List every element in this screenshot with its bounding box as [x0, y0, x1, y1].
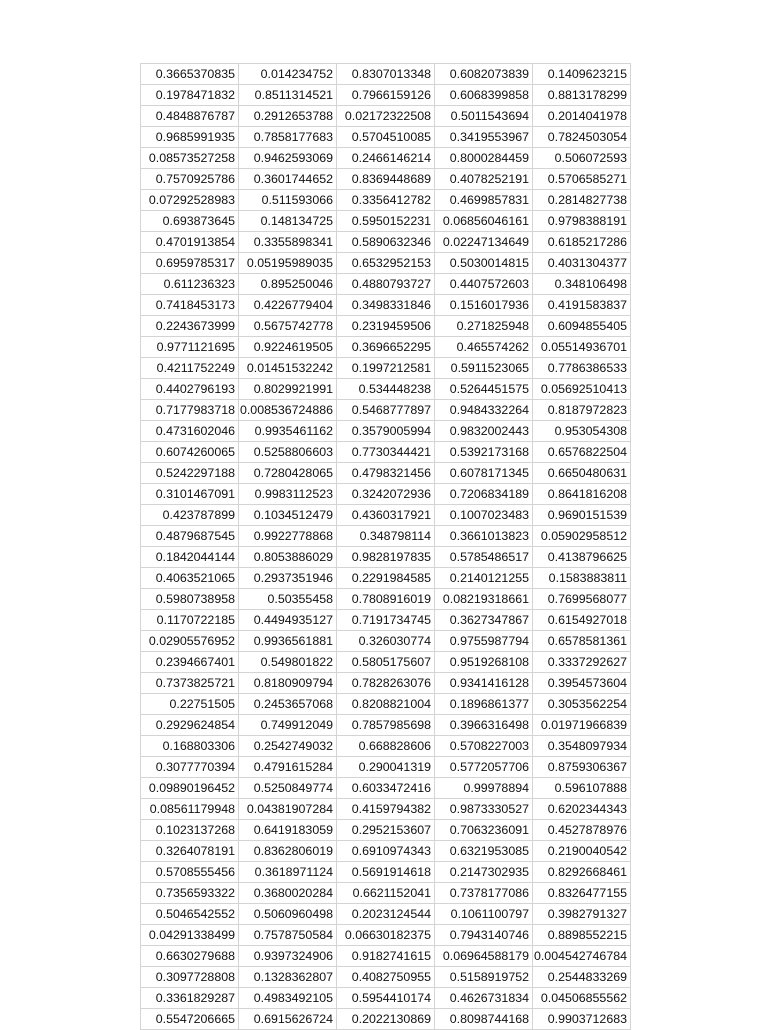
table-cell: 0.5547206665 [141, 1009, 239, 1030]
table-cell: 0.3548097934 [533, 736, 631, 757]
table-cell: 0.014234752 [239, 64, 337, 85]
table-cell: 0.8187972823 [533, 400, 631, 421]
table-cell: 0.1997212581 [337, 358, 435, 379]
table-cell: 0.05514936701 [533, 337, 631, 358]
table-cell: 0.3618971124 [239, 862, 337, 883]
table-cell: 0.8307013348 [337, 64, 435, 85]
table-cell: 0.4701913854 [141, 232, 239, 253]
table-cell: 0.2022130869 [337, 1009, 435, 1030]
table-cell: 0.4082750955 [337, 967, 435, 988]
table-cell: 0.4078252191 [435, 169, 533, 190]
table-row [141, 988, 631, 1009]
table-cell: 0.9685991935 [141, 127, 239, 148]
table-cell: 0.5046542552 [141, 904, 239, 925]
table-cell: 0.9690151539 [533, 505, 631, 526]
data-table [140, 63, 631, 1030]
table-cell: 0.5158919752 [435, 967, 533, 988]
table-row [141, 904, 631, 925]
table-cell: 0.2023124544 [337, 904, 435, 925]
table-cell: 0.8326477155 [533, 883, 631, 904]
table-cell: 0.9903712683 [533, 1009, 631, 1030]
table-cell: 0.2394667401 [141, 652, 239, 673]
table-cell: 0.06630182375 [337, 925, 435, 946]
table-cell: 0.6621152041 [337, 883, 435, 904]
table-cell: 0.3077770394 [141, 757, 239, 778]
table-cell: 0.9484332264 [435, 400, 533, 421]
table-cell: 0.3337292627 [533, 652, 631, 673]
table-cell: 0.5691914618 [337, 862, 435, 883]
table-cell: 0.549801822 [239, 652, 337, 673]
table-cell: 0.693873645 [141, 211, 239, 232]
table-cell: 0.5060960498 [239, 904, 337, 925]
table-row [141, 169, 631, 190]
table-cell: 0.534448238 [337, 379, 435, 400]
table-row [141, 190, 631, 211]
table-cell: 0.2912653788 [239, 106, 337, 127]
table-cell: 0.5708555456 [141, 862, 239, 883]
table-row [141, 778, 631, 799]
table-cell: 0.506072593 [533, 148, 631, 169]
table-cell: 0.3355898341 [239, 232, 337, 253]
table-cell: 0.9935461162 [239, 421, 337, 442]
table-cell: 0.749912049 [239, 715, 337, 736]
table-cell: 0.8053886029 [239, 547, 337, 568]
table-cell: 0.3264078191 [141, 841, 239, 862]
table-cell: 0.7808916019 [337, 589, 435, 610]
table-row [141, 148, 631, 169]
table-cell: 0.6915626724 [239, 1009, 337, 1030]
table-cell: 0.4626731834 [435, 988, 533, 1009]
table-cell: 0.3661013823 [435, 526, 533, 547]
table-row [141, 568, 631, 589]
table-cell: 0.02905576952 [141, 631, 239, 652]
table-cell: 0.6033472416 [337, 778, 435, 799]
table-cell: 0.1516017936 [435, 295, 533, 316]
table-cell: 0.1842044144 [141, 547, 239, 568]
table-cell: 0.4879687545 [141, 526, 239, 547]
table-cell: 0.04506855562 [533, 988, 631, 1009]
table-cell: 0.2014041978 [533, 106, 631, 127]
table-cell: 0.8029921991 [239, 379, 337, 400]
table-cell: 0.5950152231 [337, 211, 435, 232]
table-cell: 0.6082073839 [435, 64, 533, 85]
table-row [141, 442, 631, 463]
table-row [141, 337, 631, 358]
table-cell: 0.7943140746 [435, 925, 533, 946]
table-cell: 0.611236323 [141, 274, 239, 295]
table-cell: 0.8000284459 [435, 148, 533, 169]
table-cell: 0.5704510085 [337, 127, 435, 148]
table-cell: 0.596107888 [533, 778, 631, 799]
table-cell: 0.5708227003 [435, 736, 533, 757]
table-cell: 0.3954573604 [533, 673, 631, 694]
table-row [141, 400, 631, 421]
table-cell: 0.50355458 [239, 589, 337, 610]
table-cell: 0.2190040542 [533, 841, 631, 862]
table-cell: 0.348106498 [533, 274, 631, 295]
table-cell: 0.4226779404 [239, 295, 337, 316]
table-row [141, 715, 631, 736]
table-cell: 0.6532952153 [337, 253, 435, 274]
table-cell: 0.6910974343 [337, 841, 435, 862]
table-cell: 0.7786386533 [533, 358, 631, 379]
table-cell: 0.7356593322 [141, 883, 239, 904]
table-cell: 0.6185217286 [533, 232, 631, 253]
table-cell: 0.5030014815 [435, 253, 533, 274]
table-cell: 0.09890196452 [141, 778, 239, 799]
table-cell: 0.423787899 [141, 505, 239, 526]
table-cell: 0.348798114 [337, 526, 435, 547]
table-cell: 0.05195989035 [239, 253, 337, 274]
table-cell: 0.1170722185 [141, 610, 239, 631]
table-cell: 0.5264451575 [435, 379, 533, 400]
table-row [141, 946, 631, 967]
table-cell: 0.8098744168 [435, 1009, 533, 1030]
table-row [141, 463, 631, 484]
table-cell: 0.8813178299 [533, 85, 631, 106]
table-cell: 0.3097728808 [141, 967, 239, 988]
table-cell: 0.2814827738 [533, 190, 631, 211]
table-row [141, 610, 631, 631]
table-cell: 0.8511314521 [239, 85, 337, 106]
table-cell: 0.3680020284 [239, 883, 337, 904]
table-cell: 0.7966159126 [337, 85, 435, 106]
table-cell: 0.9936561881 [239, 631, 337, 652]
table-cell: 0.1583883811 [533, 568, 631, 589]
table-cell: 0.02247134649 [435, 232, 533, 253]
table-cell: 0.3696652295 [337, 337, 435, 358]
table-cell: 0.6094855405 [533, 316, 631, 337]
table-row [141, 232, 631, 253]
table-cell: 0.3419553967 [435, 127, 533, 148]
table-cell: 0.5805175607 [337, 652, 435, 673]
table-row [141, 841, 631, 862]
table-row [141, 484, 631, 505]
table-cell: 0.9519268108 [435, 652, 533, 673]
table-cell: 0.8641816208 [533, 484, 631, 505]
table-cell: 0.1034512479 [239, 505, 337, 526]
table-cell: 0.7570925786 [141, 169, 239, 190]
table-cell: 0.6154927018 [533, 610, 631, 631]
table-row [141, 652, 631, 673]
table-cell: 0.4791615284 [239, 757, 337, 778]
table-cell: 0.7730344421 [337, 442, 435, 463]
table-cell: 0.4407572603 [435, 274, 533, 295]
table-row [141, 547, 631, 568]
table-cell: 0.4731602046 [141, 421, 239, 442]
table-cell: 0.7418453173 [141, 295, 239, 316]
table-cell: 0.22751505 [141, 694, 239, 715]
table-cell: 0.08573527258 [141, 148, 239, 169]
table-cell: 0.4402796193 [141, 379, 239, 400]
table-row [141, 274, 631, 295]
table-cell: 0.5980738958 [141, 589, 239, 610]
table-cell: 0.7857985698 [337, 715, 435, 736]
table-cell: 0.6068399858 [435, 85, 533, 106]
table-cell: 0.4360317921 [337, 505, 435, 526]
table-cell: 0.9397324906 [239, 946, 337, 967]
table-cell: 0.148134725 [239, 211, 337, 232]
table-cell: 0.6078171345 [435, 463, 533, 484]
table-cell: 0.2319459506 [337, 316, 435, 337]
table-row [141, 799, 631, 820]
table-cell: 0.9828197835 [337, 547, 435, 568]
table-cell: 0.05692510413 [533, 379, 631, 400]
table-cell: 0.9224619505 [239, 337, 337, 358]
table-cell: 0.02172322508 [337, 106, 435, 127]
table-cell: 0.5911523065 [435, 358, 533, 379]
table-cell: 0.9922778868 [239, 526, 337, 547]
table-cell: 0.05902958512 [533, 526, 631, 547]
table-cell: 0.4527878976 [533, 820, 631, 841]
table-cell: 0.7177983718 [141, 400, 239, 421]
table-cell: 0.7378177086 [435, 883, 533, 904]
table-cell: 0.5785486517 [435, 547, 533, 568]
table-row [141, 862, 631, 883]
table-cell: 0.5772057706 [435, 757, 533, 778]
table-cell: 0.4159794382 [337, 799, 435, 820]
table-cell: 0.4798321456 [337, 463, 435, 484]
table-cell: 0.168803306 [141, 736, 239, 757]
table-cell: 0.7063236091 [435, 820, 533, 841]
table-cell: 0.8292668461 [533, 862, 631, 883]
table-row [141, 883, 631, 904]
table-cell: 0.08219318661 [435, 589, 533, 610]
table-cell: 0.01971966839 [533, 715, 631, 736]
table-cell: 0.2147302935 [435, 862, 533, 883]
table-cell: 0.9182741615 [337, 946, 435, 967]
table-row [141, 64, 631, 85]
table-row [141, 736, 631, 757]
table-row [141, 589, 631, 610]
table-cell: 0.2140121255 [435, 568, 533, 589]
table-cell: 0.1023137268 [141, 820, 239, 841]
table-cell: 0.9341416128 [435, 673, 533, 694]
table-row [141, 925, 631, 946]
table-cell: 0.8759306367 [533, 757, 631, 778]
table-row [141, 379, 631, 400]
table-cell: 0.5011543694 [435, 106, 533, 127]
table-row [141, 967, 631, 988]
table-row [141, 316, 631, 337]
table-cell: 0.06964588179 [435, 946, 533, 967]
table-cell: 0.895250046 [239, 274, 337, 295]
table-cell: 0.9983112523 [239, 484, 337, 505]
table-cell: 0.1007023483 [435, 505, 533, 526]
table-cell: 0.2542749032 [239, 736, 337, 757]
table-cell: 0.5890632346 [337, 232, 435, 253]
table-cell: 0.5242297188 [141, 463, 239, 484]
table-cell: 0.7858177683 [239, 127, 337, 148]
table-cell: 0.8180909794 [239, 673, 337, 694]
table-row [141, 211, 631, 232]
table-cell: 0.3242072936 [337, 484, 435, 505]
table-cell: 0.06856046161 [435, 211, 533, 232]
table-cell: 0.3361829287 [141, 988, 239, 1009]
table-cell: 0.7828263076 [337, 673, 435, 694]
table-cell: 0.465574262 [435, 337, 533, 358]
table-row [141, 694, 631, 715]
table-cell: 0.008536724886 [239, 400, 337, 421]
table-cell: 0.04291338499 [141, 925, 239, 946]
table-cell: 0.511593066 [239, 190, 337, 211]
table-cell: 0.8362806019 [239, 841, 337, 862]
table-cell: 0.5954410174 [337, 988, 435, 1009]
table-cell: 0.2243673999 [141, 316, 239, 337]
table-cell: 0.9755987794 [435, 631, 533, 652]
table-cell: 0.8369448689 [337, 169, 435, 190]
table-cell: 0.7824503054 [533, 127, 631, 148]
table-cell: 0.271825948 [435, 316, 533, 337]
table-cell: 0.7280428065 [239, 463, 337, 484]
table-row [141, 526, 631, 547]
table-cell: 0.2952153607 [337, 820, 435, 841]
table-cell: 0.4138796625 [533, 547, 631, 568]
table-cell: 0.9771121695 [141, 337, 239, 358]
table-cell: 0.3053562254 [533, 694, 631, 715]
table-cell: 0.9462593069 [239, 148, 337, 169]
table-cell: 0.9832002443 [435, 421, 533, 442]
table-cell: 0.9798388191 [533, 211, 631, 232]
table-row [141, 757, 631, 778]
table-cell: 0.6959785317 [141, 253, 239, 274]
table-cell: 0.2453657068 [239, 694, 337, 715]
table-cell: 0.1328362807 [239, 967, 337, 988]
table-cell: 0.5250849774 [239, 778, 337, 799]
table-cell: 0.6419183059 [239, 820, 337, 841]
table-cell: 0.2929624854 [141, 715, 239, 736]
table-cell: 0.4211752249 [141, 358, 239, 379]
table-cell: 0.7373825721 [141, 673, 239, 694]
table-cell: 0.4031304377 [533, 253, 631, 274]
table-row [141, 820, 631, 841]
table-cell: 0.3101467091 [141, 484, 239, 505]
table-row [141, 1009, 631, 1030]
table-cell: 0.4880793727 [337, 274, 435, 295]
table-cell: 0.7206834189 [435, 484, 533, 505]
table-cell: 0.4983492105 [239, 988, 337, 1009]
table-cell: 0.9873330527 [435, 799, 533, 820]
table-cell: 0.6578581361 [533, 631, 631, 652]
table-cell: 0.8898552215 [533, 925, 631, 946]
table-cell: 0.3498331846 [337, 295, 435, 316]
table-row [141, 85, 631, 106]
table-cell: 0.4494935127 [239, 610, 337, 631]
table-cell: 0.3627347867 [435, 610, 533, 631]
table-cell: 0.6074260065 [141, 442, 239, 463]
table-cell: 0.326030774 [337, 631, 435, 652]
table-cell: 0.2937351946 [239, 568, 337, 589]
table-cell: 0.3601744652 [239, 169, 337, 190]
table-body [141, 64, 631, 1030]
table-cell: 0.6650480631 [533, 463, 631, 484]
table-cell: 0.8208821004 [337, 694, 435, 715]
table-cell: 0.07292528983 [141, 190, 239, 211]
table-cell: 0.4699857831 [435, 190, 533, 211]
table-cell: 0.1409623215 [533, 64, 631, 85]
table-cell: 0.6321953085 [435, 841, 533, 862]
table-cell: 0.5258806603 [239, 442, 337, 463]
table-cell: 0.4191583837 [533, 295, 631, 316]
table-cell: 0.6576822504 [533, 442, 631, 463]
table-cell: 0.5675742778 [239, 316, 337, 337]
table-cell: 0.5706585271 [533, 169, 631, 190]
table-cell: 0.99978894 [435, 778, 533, 799]
table-row [141, 505, 631, 526]
table-cell: 0.2544833269 [533, 967, 631, 988]
table-cell: 0.01451532242 [239, 358, 337, 379]
table-cell: 0.290041319 [337, 757, 435, 778]
table-cell: 0.3665370835 [141, 64, 239, 85]
table-cell: 0.3982791327 [533, 904, 631, 925]
table-cell: 0.004542746784 [533, 946, 631, 967]
table-cell: 0.7578750584 [239, 925, 337, 946]
table-cell: 0.4063521065 [141, 568, 239, 589]
table-cell: 0.1978471832 [141, 85, 239, 106]
table-cell: 0.3579005994 [337, 421, 435, 442]
table-cell: 0.04381907284 [239, 799, 337, 820]
table-row [141, 253, 631, 274]
table-cell: 0.668828606 [337, 736, 435, 757]
table-cell: 0.08561179948 [141, 799, 239, 820]
table-cell: 0.5392173168 [435, 442, 533, 463]
table-cell: 0.953054308 [533, 421, 631, 442]
table-row [141, 631, 631, 652]
table-cell: 0.7191734745 [337, 610, 435, 631]
table-row [141, 127, 631, 148]
table-row [141, 106, 631, 127]
table-row [141, 358, 631, 379]
table-cell: 0.4848876787 [141, 106, 239, 127]
table-cell: 0.6202344343 [533, 799, 631, 820]
table-cell: 0.5468777897 [337, 400, 435, 421]
table-cell: 0.7699568077 [533, 589, 631, 610]
table-row [141, 295, 631, 316]
table-cell: 0.1061100797 [435, 904, 533, 925]
table-cell: 0.3966316498 [435, 715, 533, 736]
table-cell: 0.2291984585 [337, 568, 435, 589]
table-cell: 0.3356412782 [337, 190, 435, 211]
table-cell: 0.6630279688 [141, 946, 239, 967]
table-row [141, 673, 631, 694]
table-row [141, 421, 631, 442]
table-cell: 0.1896861377 [435, 694, 533, 715]
table-cell: 0.2466146214 [337, 148, 435, 169]
